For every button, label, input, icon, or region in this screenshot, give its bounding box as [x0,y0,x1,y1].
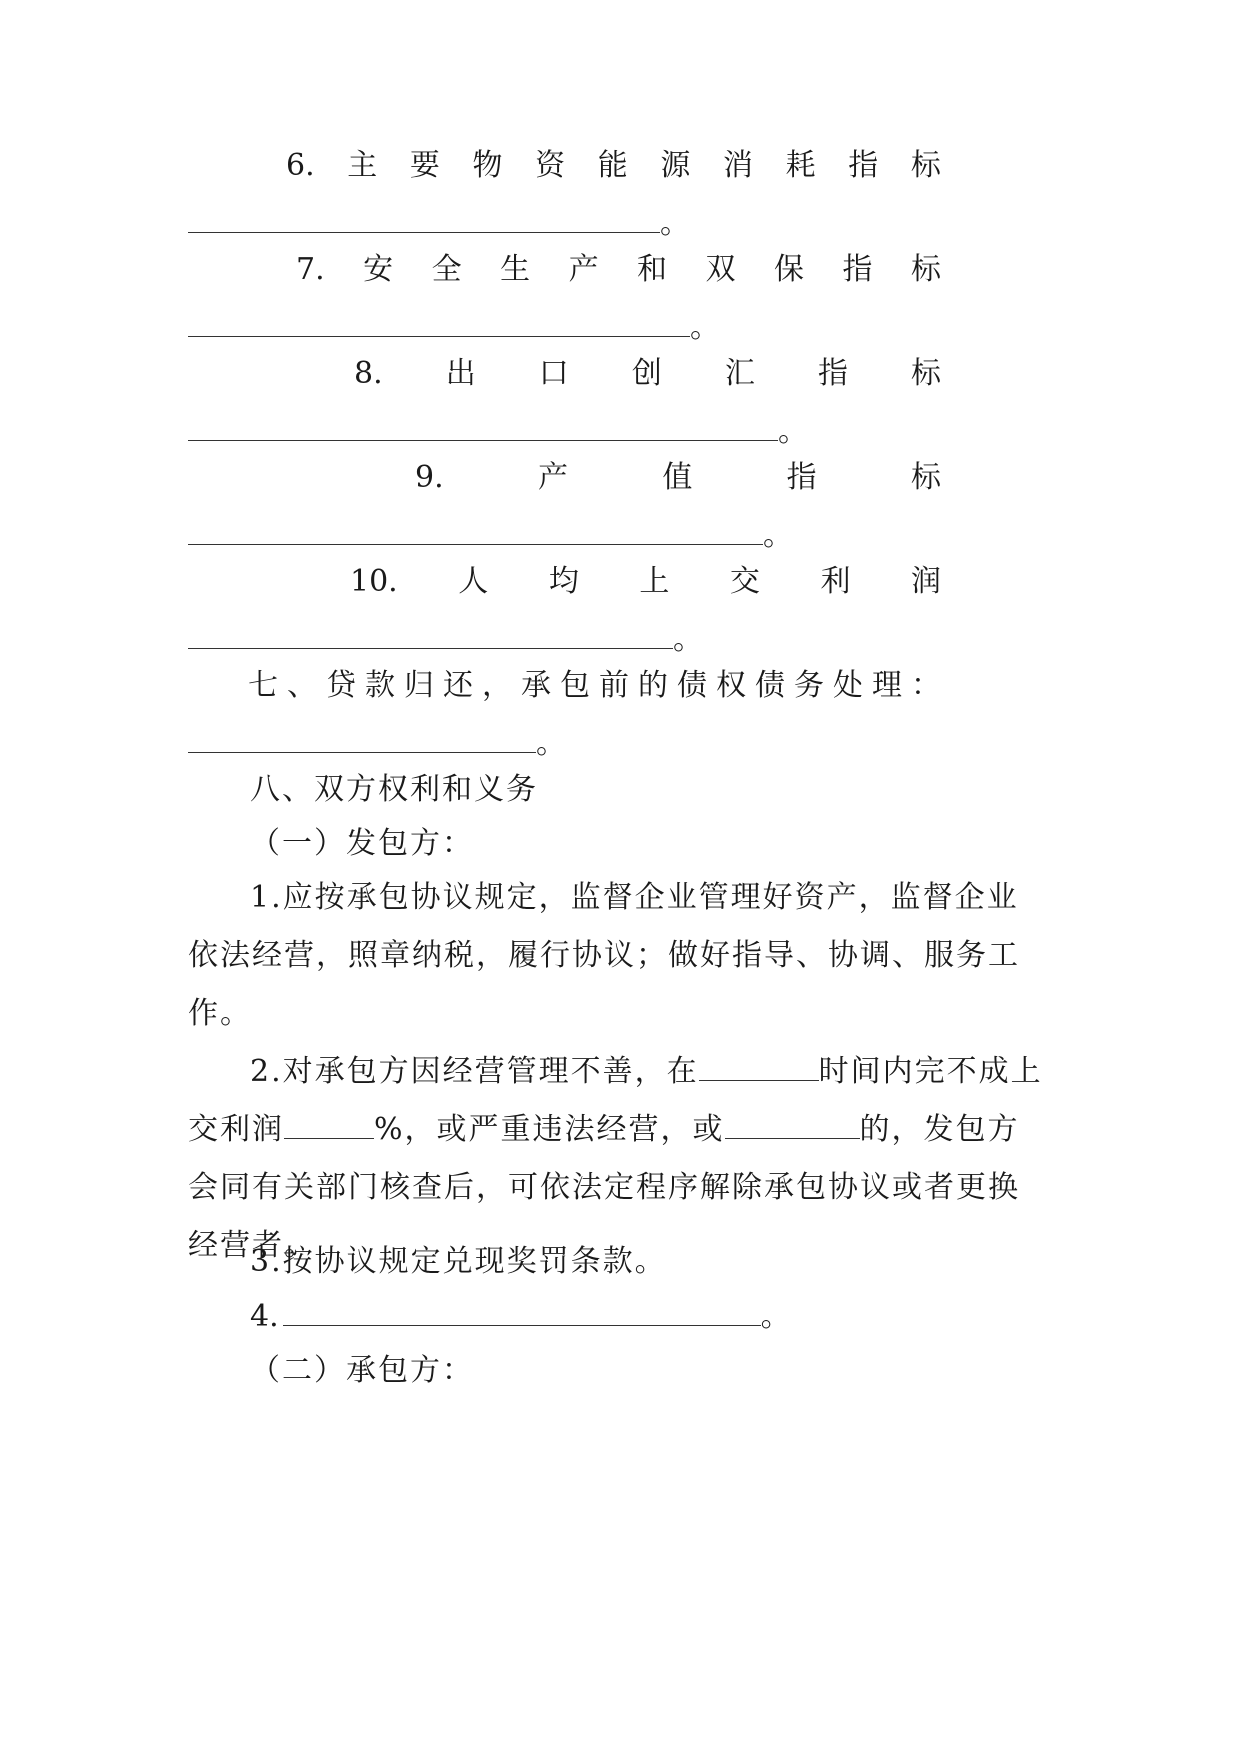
section-8-sub-1: （一）发包方： [250,826,474,861]
item-char: 资 [535,148,566,183]
paragraph-1: 1.应按承包协议规定，监督企业管理好资产，监督企业依法经营，照章纳税，履行协议；做好指导、协调、服务工作。 [188,880,1020,1031]
heading-char: 前 [599,668,629,703]
blank-other [725,1112,860,1139]
item-char: 润 [911,564,941,599]
heading-char: 款 [365,668,395,703]
item-8-heading [354,354,941,394]
item-char: 汇 [724,356,755,391]
blank-underline [188,412,778,441]
blank-time [699,1054,819,1081]
heading-char: 处 [833,668,863,703]
heading-char: 承 [521,668,551,703]
item-number: 6. [286,148,315,183]
blank-underline [188,516,763,545]
item-char: 标 [911,356,941,391]
heading-char: 债 [755,668,785,703]
item-char: 能 [597,148,628,183]
paragraph-2 [188,1043,1050,1275]
blank-underline [188,724,536,753]
item-char: 上 [639,564,670,599]
period: 。 [760,1299,791,1334]
heading-char: 还 [443,668,473,703]
item-char: 保 [774,252,805,287]
section-7-heading [248,666,941,706]
item-char: 主 [347,148,378,183]
item-char: 均 [548,564,579,599]
item-8-fill-line [188,412,808,452]
item-char: 耗 [785,148,816,183]
item-char: 创 [631,356,662,391]
item-6-heading [286,146,941,186]
item-7-fill-line [188,308,720,348]
period: 。 [536,726,566,761]
item-number: 8. [354,356,383,391]
paragraph-2-text-c: %，或严重违法经营，或 [374,1112,725,1147]
item-6-fill-line [188,204,690,244]
period: 。 [690,310,720,345]
item-number: 9. [415,460,444,495]
item-char: 标 [911,460,941,495]
section-7-fill-line [188,724,566,764]
heading-char: 包 [560,668,590,703]
item-char: 安 [363,252,394,287]
item-char: 指 [817,356,848,391]
item-10-fill-line [188,620,703,660]
blank-underline [188,620,673,649]
item-char: 出 [445,356,476,391]
heading-char: 权 [716,668,746,703]
item-9-fill-line [188,516,793,556]
heading-char: 贷 [326,668,356,703]
item-char: 产 [537,460,568,495]
item-number: 7. [296,252,325,287]
item-char: 产 [568,252,599,287]
item-number: 10. [350,564,398,599]
item-char: 口 [538,356,569,391]
item-char: 利 [820,564,851,599]
item-char: 全 [431,252,462,287]
heading-char: ， [482,668,512,703]
period: 。 [778,414,808,449]
heading-char: 七 [248,668,278,703]
item-char: 物 [472,148,503,183]
paragraph-4 [250,1297,791,1337]
item-char: 和 [637,252,668,287]
period: 。 [763,518,793,553]
section-8-sub-2: （二）承包方： [250,1353,474,1388]
paragraph-2-text-d: 的，发包方会同有关部门核查后，可依法定程序解除承包协议或者更换经营者。 [188,1112,1020,1263]
heading-char: 债 [677,668,707,703]
paragraph-2-text-b: 时间内完不成上交利润 [188,1054,1043,1147]
blank-underline [188,308,690,337]
item-9-heading [415,458,941,498]
heading-char: 务 [794,668,824,703]
item-char: 指 [842,252,873,287]
paragraph-3: 3.按协议规定兑现奖罚条款。 [250,1244,667,1279]
item-char: 人 [458,564,489,599]
item-char: 双 [705,252,736,287]
item-10-heading [350,562,941,602]
item-char: 源 [660,148,691,183]
heading-char: 的 [638,668,668,703]
item-char: 标 [910,148,941,183]
paragraph-4-number: 4. [250,1299,279,1334]
heading-char: ： [911,668,941,703]
period: 。 [673,622,703,657]
heading-char: 、 [287,668,317,703]
section-8-title: 八、双方权利和义务 [250,772,538,807]
period: 。 [660,206,690,241]
item-char: 指 [786,460,817,495]
blank-underline [188,204,660,233]
paragraph-2-text-a: 2.对承包方因经营管理不善，在 [250,1054,699,1089]
item-char: 消 [723,148,753,183]
blank-underline [283,1297,761,1326]
item-7-heading [296,250,941,290]
blank-percent [284,1112,374,1139]
item-char: 交 [729,564,760,599]
item-char: 标 [910,252,941,287]
item-char: 要 [409,148,440,183]
item-char: 生 [500,252,531,287]
heading-char: 归 [404,668,434,703]
heading-char: 理 [872,668,902,703]
item-char: 指 [848,148,879,183]
item-char: 值 [662,460,693,495]
